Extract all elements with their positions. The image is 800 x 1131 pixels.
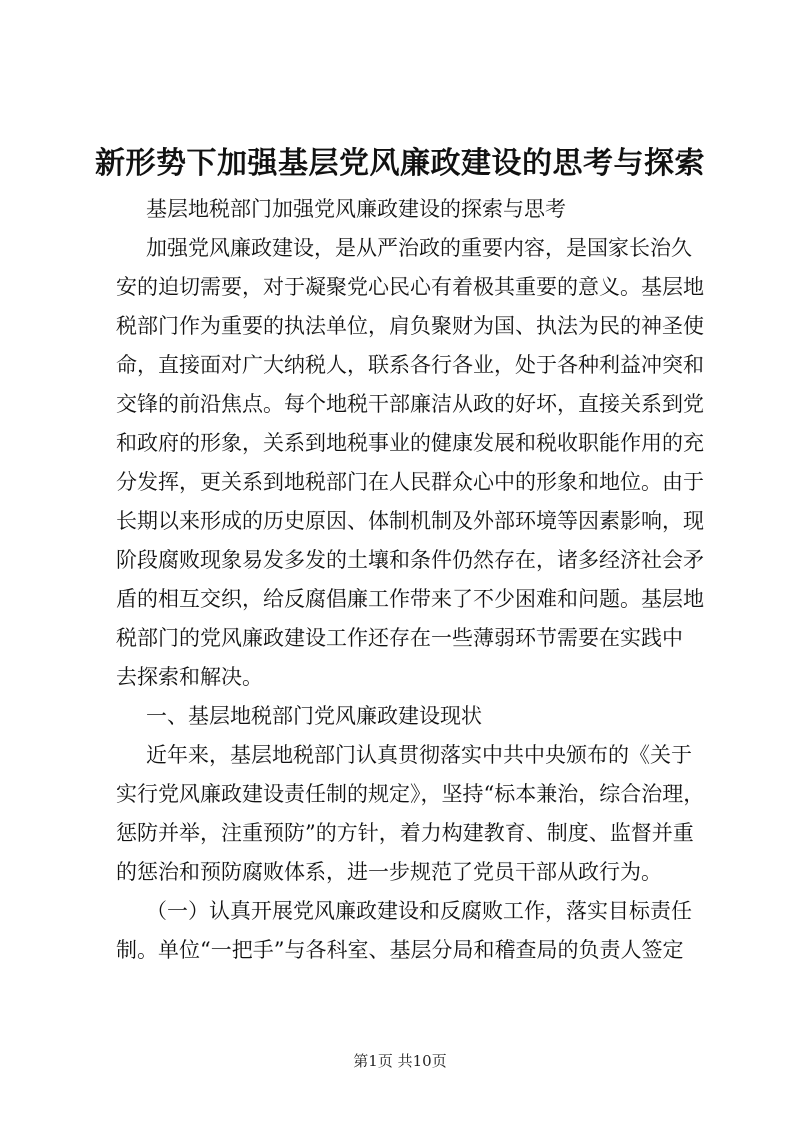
paragraph-line (116, 775, 705, 814)
paragraph-line (116, 541, 704, 580)
page-footer: 第1页 共10页 (353, 1052, 447, 1070)
paragraph-line (116, 658, 686, 697)
paragraph-line (116, 268, 704, 307)
paragraph-line (116, 814, 694, 853)
paragraph-line (116, 892, 692, 931)
paragraph-line (116, 853, 686, 892)
document-title: 新形势下加强基层党风廉政建设的思考与探索 (95, 146, 705, 181)
paragraph-line (116, 931, 686, 970)
text-line: 安的迫切需要，对于凝聚党心民心有着极其重要的意义。基层地 (116, 275, 704, 299)
text-line: 盾的相互交织，给反腐倡廉工作带来了不少困难和问题。基层地 (116, 587, 704, 611)
text-line: 和政府的形象，关系到地税事业的健康发展和税收职能作用的充 (116, 431, 704, 455)
paragraph-line (116, 463, 704, 502)
paragraph-line (116, 736, 692, 775)
paragraph-line (116, 307, 704, 346)
text-line: 去探索和解决。 (116, 665, 263, 689)
paragraph-line (116, 619, 686, 658)
paragraph-line (116, 424, 704, 463)
text-line: 近年来，基层地税部门认真贯彻落实中共中央颁布的《关于 (146, 743, 692, 767)
text-line: 税部门作为重要的执法单位，肩负聚财为国、执法为民的神圣使 (116, 314, 704, 338)
text-line: 的惩治和预防腐败体系，进一步规范了党员干部从政行为。 (116, 860, 662, 884)
text-line: 分发挥，更关系到地税部门在人民群众心中的形象和地位。由于 (116, 470, 704, 494)
text-line: 加强党风廉政建设，是从严治政的重要内容，是国家长治久 (146, 236, 692, 260)
text-line: 长期以来形成的历史原因、体制机制及外部环境等因素影响，现 (116, 509, 704, 533)
text-line: 一、基层地税部门党风廉政建设现状 (146, 704, 482, 728)
paragraph-line (116, 502, 704, 541)
text-line: 命，直接面对广大纳税人，联系各行各业，处于各种利益冲突和 (116, 353, 704, 377)
text-line: 阶段腐败现象易发多发的土壤和条件仍然存在，诸多经济社会矛 (116, 548, 704, 572)
text-line: 惩防并举，注重预防”的方针，着力构建教育、制度、监督并重 (116, 821, 694, 845)
text-line: （一）认真开展党风廉政建设和反腐败工作，落实目标责任 (146, 899, 692, 923)
paragraph-line (116, 580, 704, 619)
text-line: 实行党风廉政建设责任制的规定》，坚持“标本兼治，综合治理， (116, 782, 705, 806)
section-heading (116, 697, 686, 736)
text-line: 交锋的前沿焦点。每个地税干部廉洁从政的好坏，直接关系到党 (116, 392, 704, 416)
document-body (116, 190, 705, 970)
paragraph-line (116, 346, 704, 385)
paragraph-line (116, 385, 704, 424)
paragraph-line (116, 229, 692, 268)
text-line: 基层地税部门加强党风廉政建设的探索与思考 (146, 197, 566, 221)
text-line: 税部门的党风廉政建设工作还存在一些薄弱环节需要在实践中 (116, 626, 683, 650)
text-line: 制。单位“一把手”与各科室、基层分局和稽查局的负责人签定 (116, 938, 684, 962)
subtitle-line (116, 190, 686, 229)
